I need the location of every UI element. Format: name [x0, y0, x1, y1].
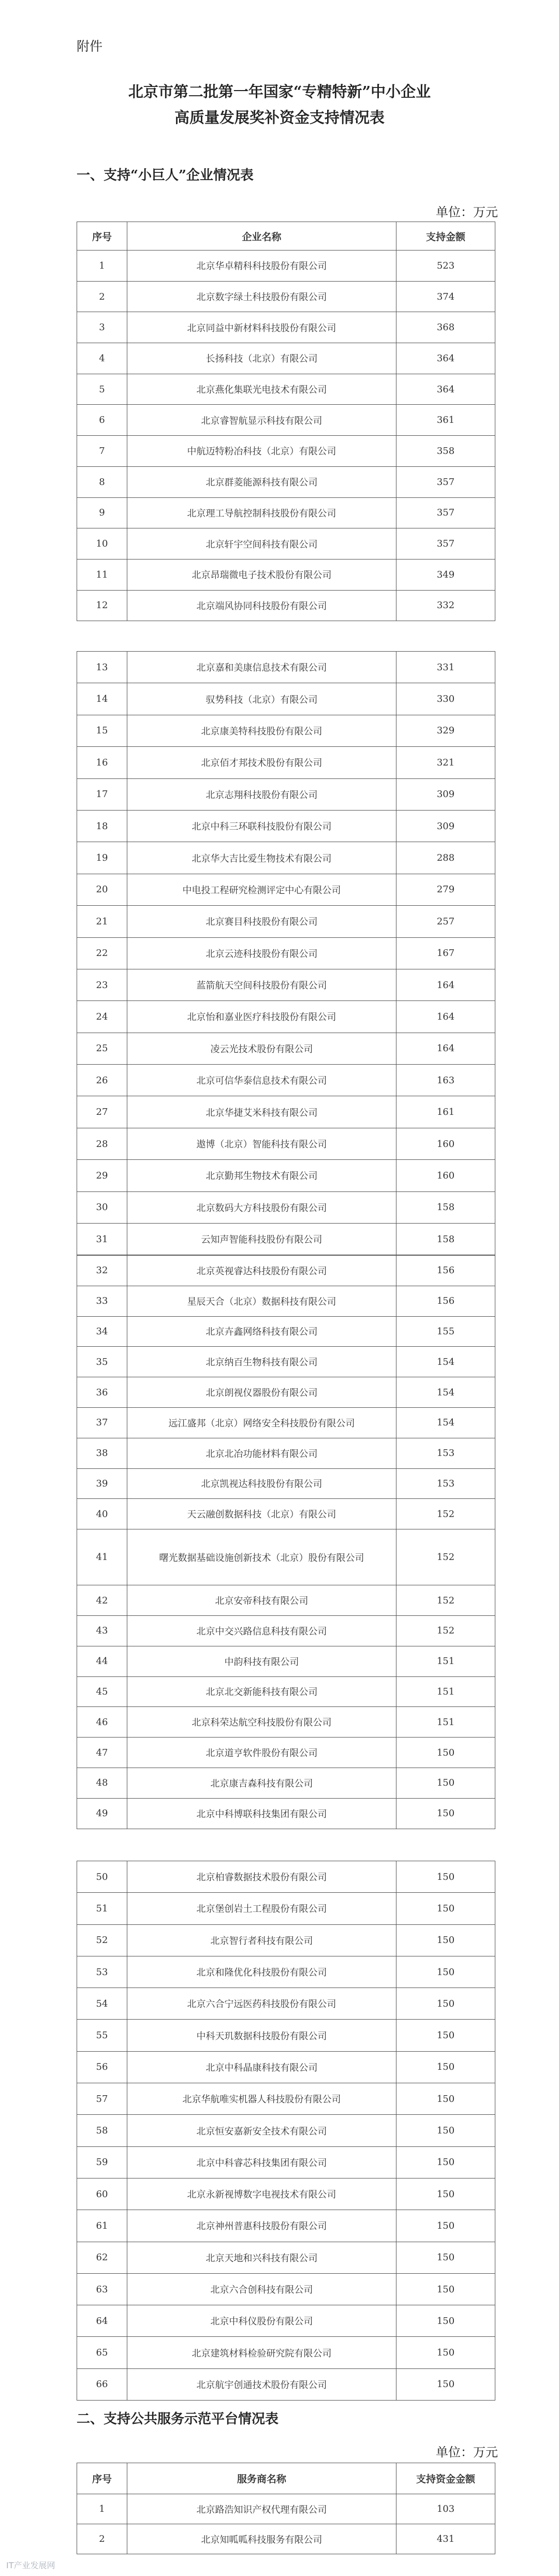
table-row [77, 2115, 495, 2146]
company-name-cell: 中科天玑数据科技股份有限公司 [127, 2020, 396, 2051]
amount-cell: 164 [396, 1033, 495, 1064]
company-name-cell: 北京同益中新材料科技股份有限公司 [127, 312, 396, 343]
company-name-cell: 北京燕化集联光电技术有限公司 [127, 374, 396, 405]
amount-cell: 150 [396, 2146, 495, 2178]
header-cell: 服务商名称 [127, 2463, 396, 2494]
company-name-cell: 北京航宇创通技术股份有限公司 [127, 2368, 396, 2400]
row-index-cell: 49 [77, 1798, 127, 1829]
company-name-cell: 北京云迹科技股份有限公司 [127, 937, 396, 969]
row-index-cell: 21 [77, 906, 127, 937]
row-index-cell: 51 [77, 1893, 127, 1924]
row-index-cell: 26 [77, 1065, 127, 1096]
row-index-cell: 2 [77, 2524, 127, 2554]
table-row [77, 466, 495, 497]
row-index-cell: 5 [77, 374, 127, 405]
company-name-cell: 北京嘉和美康信息技术有限公司 [127, 652, 396, 683]
company-name-cell: 北京神州普惠科技股份有限公司 [127, 2210, 396, 2242]
header-cell: 企业名称 [127, 222, 396, 251]
amount-cell: 357 [396, 497, 495, 528]
company-name-cell: 北京华大吉比爱生物技术有限公司 [127, 842, 396, 874]
amount-cell: 154 [396, 1377, 495, 1408]
table-row [77, 2337, 495, 2368]
row-index-cell: 45 [77, 1676, 127, 1707]
amount-cell: 163 [396, 1065, 495, 1096]
row-index-cell: 42 [77, 1585, 127, 1616]
amount-cell: 364 [396, 343, 495, 374]
amount-cell: 329 [396, 715, 495, 746]
table-row [77, 1738, 495, 1768]
amount-cell: 349 [396, 559, 495, 590]
company-name-cell: 中电投工程研究检测评定中心有限公司 [127, 874, 396, 905]
company-name-cell: 凌云光技术股份有限公司 [127, 1033, 396, 1064]
amount-cell: 160 [396, 1128, 495, 1159]
row-index-cell: 29 [77, 1160, 127, 1191]
table-row [77, 2242, 495, 2273]
amount-cell: 161 [396, 1096, 495, 1128]
amount-cell: 364 [396, 374, 495, 405]
table-row [77, 590, 495, 621]
company-name-cell: 北京北冶功能材料有限公司 [127, 1438, 396, 1468]
amount-cell: 153 [396, 1438, 495, 1468]
annex-label: 附件 [77, 39, 103, 54]
table-row [77, 1956, 495, 1988]
section2-heading: 二、支持公共服务示范平台情况表 [77, 2411, 279, 2427]
amount-cell: 164 [396, 969, 495, 1000]
amount-cell: 150 [396, 2273, 495, 2305]
row-index-cell: 30 [77, 1191, 127, 1223]
amount-cell: 309 [396, 810, 495, 842]
table-row [77, 778, 495, 810]
company-name-cell: 北京端风协同科技股份有限公司 [127, 590, 396, 621]
header-cell: 支持资金金额 [396, 2463, 495, 2494]
table-row [77, 906, 495, 937]
row-index-cell: 57 [77, 2083, 127, 2115]
row-index-cell: 1 [77, 2494, 127, 2524]
row-index-cell: 20 [77, 874, 127, 905]
amount-cell: 155 [396, 1316, 495, 1347]
amount-cell: 257 [396, 906, 495, 937]
table-row [77, 2210, 495, 2242]
company-name-cell: 驭势科技（北京）有限公司 [127, 683, 396, 715]
company-name-cell: 北京和隆优化科技股份有限公司 [127, 1956, 396, 1988]
table2-block [77, 2463, 495, 2554]
amount-cell: 150 [396, 2210, 495, 2242]
row-index-cell: 64 [77, 2305, 127, 2337]
amount-cell: 153 [396, 1468, 495, 1499]
row-index-cell: 34 [77, 1316, 127, 1347]
company-name-cell: 天云融创数据科技（北京）有限公司 [127, 1499, 396, 1529]
company-name-cell: 曙光数据基础设施创新技术（北京）股份有限公司 [127, 1529, 396, 1585]
amount-cell: 156 [396, 1286, 495, 1316]
table-row [77, 842, 495, 874]
amount-cell: 160 [396, 1160, 495, 1191]
amount-cell: 309 [396, 778, 495, 810]
row-index-cell: 19 [77, 842, 127, 874]
table-row [77, 1160, 495, 1191]
amount-cell: 158 [396, 1191, 495, 1223]
amount-cell: 150 [396, 1861, 495, 1893]
table-row [77, 1768, 495, 1798]
table-row [77, 1893, 495, 1924]
table-row [77, 528, 495, 560]
section2-unit: 单位：万元 [436, 2445, 498, 2460]
company-name-cell: 北京佰才邦技术股份有限公司 [127, 747, 396, 778]
company-name-cell: 北京智行者科技有限公司 [127, 1924, 396, 1956]
table-row [77, 1707, 495, 1738]
table-row [77, 1924, 495, 1956]
amount-cell: 103 [396, 2494, 495, 2524]
row-index-cell: 24 [77, 1001, 127, 1033]
table-row [77, 1033, 495, 1064]
company-name-cell: 北京昂瑞微电子技术股份有限公司 [127, 559, 396, 590]
company-name-cell: 北京凯视达科技股份有限公司 [127, 1468, 396, 1499]
row-index-cell: 1 [77, 251, 127, 282]
table1-block-3 [77, 1255, 495, 1829]
watermark: IT产业发展网 [6, 2560, 55, 2570]
amount-cell: 150 [396, 2242, 495, 2273]
company-name-cell: 北京柏睿数据技术股份有限公司 [127, 1861, 396, 1893]
table-header-row [77, 2463, 495, 2494]
amount-cell: 321 [396, 747, 495, 778]
table-row [77, 1256, 495, 1286]
row-index-cell: 56 [77, 2051, 127, 2083]
amount-cell: 279 [396, 874, 495, 905]
table-row [77, 1128, 495, 1159]
company-name-cell: 星辰天合（北京）数据科技有限公司 [127, 1286, 396, 1316]
table-row [77, 1065, 495, 1096]
table-row [77, 2305, 495, 2337]
row-index-cell: 55 [77, 2020, 127, 2051]
amount-cell: 158 [396, 1224, 495, 1255]
row-index-cell: 46 [77, 1707, 127, 1738]
company-name-cell: 北京康美特科技股份有限公司 [127, 715, 396, 746]
row-index-cell: 52 [77, 1924, 127, 1956]
company-name-cell: 北京中科三环联科技股份有限公司 [127, 810, 396, 842]
row-index-cell: 15 [77, 715, 127, 746]
row-index-cell: 8 [77, 466, 127, 497]
amount-cell: 150 [396, 2051, 495, 2083]
amount-cell: 150 [396, 1738, 495, 1768]
company-name-cell: 北京六合创科技有限公司 [127, 2273, 396, 2305]
table-row [77, 2146, 495, 2178]
company-name-cell: 北京永新视博数字电视技术有限公司 [127, 2178, 396, 2210]
section1-heading: 一、支持“小巨人”企业情况表 [77, 168, 254, 183]
company-name-cell: 蓝箭航天空间科技股份有限公司 [127, 969, 396, 1000]
company-name-cell: 北京纳百生物科技有限公司 [127, 1347, 396, 1377]
table-row [77, 1499, 495, 1529]
amount-cell: 150 [396, 2083, 495, 2115]
company-name-cell: 北京中科仪股份有限公司 [127, 2305, 396, 2337]
company-name-cell: 北京朗视仪器股份有限公司 [127, 1377, 396, 1408]
row-index-cell: 58 [77, 2115, 127, 2146]
company-name-cell: 北京康吉森科技有限公司 [127, 1768, 396, 1798]
company-name-cell: 北京建筑材料检验研究院有限公司 [127, 2337, 396, 2368]
table-row [77, 1316, 495, 1347]
row-index-cell: 28 [77, 1128, 127, 1159]
row-index-cell: 9 [77, 497, 127, 528]
header-cell: 序号 [77, 222, 127, 251]
company-name-cell: 中韵科技有限公司 [127, 1646, 396, 1676]
amount-cell: 523 [396, 251, 495, 282]
amount-cell: 357 [396, 466, 495, 497]
table-row [77, 2051, 495, 2083]
amount-cell: 150 [396, 1768, 495, 1798]
table-row [77, 1377, 495, 1408]
row-index-cell: 7 [77, 436, 127, 467]
row-index-cell: 4 [77, 343, 127, 374]
amount-cell: 150 [396, 1956, 495, 1988]
row-index-cell: 61 [77, 2210, 127, 2242]
row-index-cell: 3 [77, 312, 127, 343]
amount-cell: 150 [396, 1988, 495, 2020]
row-index-cell: 36 [77, 1377, 127, 1408]
company-name-cell: 北京路浩知识产权代理有限公司 [127, 2494, 396, 2524]
amount-cell: 150 [396, 2115, 495, 2146]
row-index-cell: 60 [77, 2178, 127, 2210]
table-row [77, 497, 495, 528]
table-row [77, 1096, 495, 1128]
amount-cell: 150 [396, 1893, 495, 1924]
amount-cell: 368 [396, 312, 495, 343]
amount-cell: 152 [396, 1529, 495, 1585]
amount-cell: 358 [396, 436, 495, 467]
table-row [77, 2083, 495, 2115]
company-name-cell: 长扬科技（北京）有限公司 [127, 343, 396, 374]
table-row [77, 1001, 495, 1033]
company-name-cell: 北京北交新能科技有限公司 [127, 1676, 396, 1707]
table-row [77, 683, 495, 715]
table-row [77, 1676, 495, 1707]
amount-cell: 288 [396, 842, 495, 874]
company-name-cell: 北京志翔科技股份有限公司 [127, 778, 396, 810]
amount-cell: 150 [396, 1798, 495, 1829]
company-name-cell: 北京数字绿土科技股份有限公司 [127, 281, 396, 312]
table-row [77, 1529, 495, 1585]
company-name-cell: 北京勤邦生物技术有限公司 [127, 1160, 396, 1191]
table-row [77, 1438, 495, 1468]
amount-cell: 357 [396, 528, 495, 560]
amount-cell: 150 [396, 2020, 495, 2051]
doc-title-line1: 北京市第二批第一年国家“专精特新”中小企业 [128, 83, 431, 100]
company-name-cell: 北京中科睿芯科技集团有限公司 [127, 2146, 396, 2178]
company-name-cell: 云知声智能科技股份有限公司 [127, 1224, 396, 1255]
amount-cell: 150 [396, 2178, 495, 2210]
table-row [77, 1286, 495, 1316]
table-row [77, 2524, 495, 2554]
row-index-cell: 18 [77, 810, 127, 842]
amount-cell: 151 [396, 1707, 495, 1738]
amount-cell: 154 [396, 1347, 495, 1377]
table-row [77, 251, 495, 282]
table1-block-2 [77, 651, 495, 1255]
company-name-cell: 北京可信华泰信息技术有限公司 [127, 1065, 396, 1096]
company-name-cell: 北京赛目科技股份有限公司 [127, 906, 396, 937]
row-index-cell: 12 [77, 590, 127, 621]
table-row [77, 1988, 495, 2020]
amount-cell: 361 [396, 405, 495, 436]
company-name-cell: 北京道亨软件股份有限公司 [127, 1738, 396, 1768]
company-name-cell: 北京中科晶康科技有限公司 [127, 2051, 396, 2083]
amount-cell: 152 [396, 1499, 495, 1529]
table-row [77, 374, 495, 405]
amount-cell: 331 [396, 652, 495, 683]
company-name-cell: 北京轩宇空间科技有限公司 [127, 528, 396, 560]
amount-cell: 152 [396, 1615, 495, 1646]
row-index-cell: 10 [77, 528, 127, 560]
table-row [77, 1615, 495, 1646]
row-index-cell: 66 [77, 2368, 127, 2400]
table-row [77, 281, 495, 312]
row-index-cell: 38 [77, 1438, 127, 1468]
row-index-cell: 47 [77, 1738, 127, 1768]
row-index-cell: 63 [77, 2273, 127, 2305]
table-row [77, 2178, 495, 2210]
doc-title-line2: 高质量发展奖补资金支持情况表 [174, 109, 385, 126]
row-index-cell: 13 [77, 652, 127, 683]
row-index-cell: 16 [77, 747, 127, 778]
table-row [77, 312, 495, 343]
table-row [77, 969, 495, 1000]
company-name-cell: 北京群菱能源科技有限公司 [127, 466, 396, 497]
amount-cell: 156 [396, 1256, 495, 1286]
company-name-cell: 北京堡创岩土工程股份有限公司 [127, 1893, 396, 1924]
company-name-cell: 北京华航唯实机器人科技股份有限公司 [127, 2083, 396, 2115]
table-row [77, 1347, 495, 1377]
table1-block-4 [77, 1861, 495, 2401]
company-name-cell: 中航迈特粉冶科技（北京）有限公司 [127, 436, 396, 467]
table-row [77, 1191, 495, 1223]
company-name-cell: 北京知呱呱科技服务有限公司 [127, 2524, 396, 2554]
company-name-cell: 北京睿智航显示科技有限公司 [127, 405, 396, 436]
table-row [77, 1468, 495, 1499]
row-index-cell: 50 [77, 1861, 127, 1893]
company-name-cell: 远江盛邦（北京）网络安全科技股份有限公司 [127, 1407, 396, 1438]
row-index-cell: 14 [77, 683, 127, 715]
row-index-cell: 33 [77, 1286, 127, 1316]
table-row [77, 874, 495, 905]
row-index-cell: 39 [77, 1468, 127, 1499]
row-index-cell: 32 [77, 1256, 127, 1286]
row-index-cell: 44 [77, 1646, 127, 1676]
amount-cell: 151 [396, 1646, 495, 1676]
company-name-cell: 北京数码大方科技股份有限公司 [127, 1191, 396, 1223]
amount-cell: 151 [396, 1676, 495, 1707]
table-row [77, 1585, 495, 1616]
row-index-cell: 43 [77, 1615, 127, 1646]
company-name-cell: 北京六合宁远医药科技股份有限公司 [127, 1988, 396, 2020]
amount-cell: 330 [396, 683, 495, 715]
row-index-cell: 59 [77, 2146, 127, 2178]
table-row [77, 747, 495, 778]
row-index-cell: 6 [77, 405, 127, 436]
company-name-cell: 北京中交兴路信息科技有限公司 [127, 1615, 396, 1646]
amount-cell: 152 [396, 1585, 495, 1616]
amount-cell: 150 [396, 2305, 495, 2337]
amount-cell: 150 [396, 1924, 495, 1956]
amount-cell: 431 [396, 2524, 495, 2554]
table-row [77, 652, 495, 683]
row-index-cell: 40 [77, 1499, 127, 1529]
row-index-cell: 22 [77, 937, 127, 969]
row-index-cell: 53 [77, 1956, 127, 1988]
company-name-cell: 北京华卓精科科技股份有限公司 [127, 251, 396, 282]
row-index-cell: 62 [77, 2242, 127, 2273]
header-cell: 支持金额 [396, 222, 495, 251]
amount-cell: 150 [396, 2337, 495, 2368]
company-name-cell: 北京英视睿达科技股份有限公司 [127, 1256, 396, 1286]
company-name-cell: 北京科荣达航空科技股份有限公司 [127, 1707, 396, 1738]
table-row [77, 1224, 495, 1255]
header-cell: 序号 [77, 2463, 127, 2494]
amount-cell: 374 [396, 281, 495, 312]
row-index-cell: 23 [77, 969, 127, 1000]
table1-block-1 [77, 222, 495, 621]
table-row [77, 2273, 495, 2305]
table-row [77, 937, 495, 969]
row-index-cell: 48 [77, 1768, 127, 1798]
amount-cell: 154 [396, 1407, 495, 1438]
table-row [77, 715, 495, 746]
company-name-cell: 北京中科博联科技集团有限公司 [127, 1798, 396, 1829]
table-row [77, 405, 495, 436]
amount-cell: 150 [396, 2368, 495, 2400]
table-row [77, 343, 495, 374]
table-row [77, 2020, 495, 2051]
table-row [77, 1646, 495, 1676]
row-index-cell: 54 [77, 1988, 127, 2020]
section1-unit: 单位：万元 [436, 205, 498, 219]
row-index-cell: 17 [77, 778, 127, 810]
row-index-cell: 41 [77, 1529, 127, 1585]
company-name-cell: 北京华捷艾米科技有限公司 [127, 1096, 396, 1128]
table-row [77, 810, 495, 842]
table-header-row [77, 222, 495, 251]
table-row [77, 1407, 495, 1438]
company-name-cell: 遨博（北京）智能科技有限公司 [127, 1128, 396, 1159]
table-row [77, 559, 495, 590]
company-name-cell: 北京理工导航控制科技股份有限公司 [127, 497, 396, 528]
company-name-cell: 北京恒安嘉新安全技术有限公司 [127, 2115, 396, 2146]
company-name-cell: 北京天地和兴科技有限公司 [127, 2242, 396, 2273]
amount-cell: 332 [396, 590, 495, 621]
row-index-cell: 25 [77, 1033, 127, 1064]
table-row [77, 436, 495, 467]
row-index-cell: 2 [77, 281, 127, 312]
row-index-cell: 35 [77, 1347, 127, 1377]
table-row [77, 2368, 495, 2400]
table-row [77, 1798, 495, 1829]
company-name-cell: 北京卉鑫网络科技有限公司 [127, 1316, 396, 1347]
amount-cell: 167 [396, 937, 495, 969]
table-row [77, 1861, 495, 1893]
company-name-cell: 北京怡和嘉业医疗科技股份有限公司 [127, 1001, 396, 1033]
table-row [77, 2494, 495, 2524]
row-index-cell: 37 [77, 1407, 127, 1438]
row-index-cell: 65 [77, 2337, 127, 2368]
row-index-cell: 31 [77, 1224, 127, 1255]
company-name-cell: 北京安帝科技有限公司 [127, 1585, 396, 1616]
row-index-cell: 11 [77, 559, 127, 590]
amount-cell: 164 [396, 1001, 495, 1033]
row-index-cell: 27 [77, 1096, 127, 1128]
